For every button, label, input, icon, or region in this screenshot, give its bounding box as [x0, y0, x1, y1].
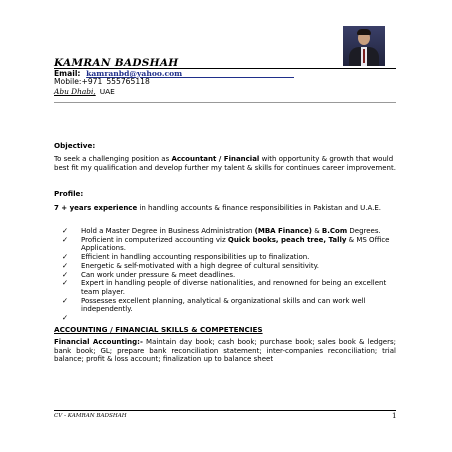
email-label: Email:: [54, 69, 81, 78]
email-underline: [150, 77, 294, 78]
page-number: 1: [392, 411, 397, 420]
header-divider: [54, 102, 396, 103]
checkmark-icon: ✓: [61, 295, 69, 305]
mobile-number: 555765118: [106, 77, 150, 86]
list-item: ✓ Expert in handling people of diverse nationalities, and renowned for being an excellent team player.: [61, 278, 387, 296]
profile-photo: [343, 26, 385, 66]
mobile-row: [54, 77, 150, 86]
footer-divider: [54, 410, 396, 411]
list-item: ✓ Efficient in handling accounting responsibilities up to finalization.: [61, 252, 310, 262]
list-item: ✓ Energetic & self-motivated with a high degree of cultural sensitivity.: [61, 260, 319, 270]
checkmark-icon: ✓: [61, 278, 69, 288]
candidate-name: KAMRAN BADSHAH: [54, 57, 179, 69]
objective-pre: To seek a challenging position as: [54, 155, 172, 163]
list-item: ✓ Can work under pressure & meet deadlines.: [61, 269, 236, 279]
profile-text: [54, 204, 396, 213]
objective-text: [54, 155, 396, 172]
list-item: ✓ Proficient in computerized accounting viz Quick books, peach tree, Tally & MS Office Applications.: [61, 234, 390, 253]
city: Abu Dhabi,: [54, 87, 96, 96]
financial-accounting-label: Financial Accounting:-: [54, 338, 143, 346]
location-row: [54, 87, 115, 96]
checkmark-icon: ✓: [61, 234, 69, 244]
list-item: ✓ Hold a Master Degree in Business Administration (MBA Finance) & B.Com Degrees.: [61, 226, 381, 235]
mobile-label: Mobile:+971: [54, 77, 103, 86]
financial-accounting-body: Maintain day book; cash book; purchase book; sales book & ledgers; bank book; GL; prepare bank reconciliation statement; inter-companies reconciliation; trial balance; profit & loss account; finalization up to balance sheet: [54, 338, 396, 364]
profile-heading: Profile:: [54, 189, 84, 198]
country: UAE: [99, 87, 115, 96]
financial-accounting-text: [54, 338, 396, 364]
objective-heading: Objective:: [54, 141, 96, 150]
profile-post: in handling accounts & finance responsibilities in Pakistan and U.A.E.: [137, 204, 382, 212]
profile-bold: 7 + years experience: [54, 204, 138, 212]
checkmark-icon: ✓: [61, 260, 69, 270]
checkmark-icon: ✓: [61, 252, 69, 262]
checkmark-icon: ✓: [61, 226, 69, 235]
objective-post: with opportunity & growth that would best fit my qualification and develop further my talent & skills for continues career improvement.: [54, 155, 396, 172]
profile-bullet-list: [60, 226, 396, 323]
footer-cv-name: CV - KAMRAN BADSHAH: [54, 413, 127, 419]
skills-heading: ACCOUNTING / FINANCIAL SKILLS & COMPETENCIES: [54, 325, 263, 334]
checkmark-icon: ✓: [61, 313, 69, 323]
list-item: ✓ Possesses excellent planning, analytical & organizational skills and can work well independently.: [61, 295, 366, 314]
objective-bold: Accountant / Financial: [171, 155, 260, 163]
checkmark-icon: ✓: [61, 269, 69, 279]
email-link[interactable]: kamranbd@yahoo.com: [86, 69, 183, 78]
